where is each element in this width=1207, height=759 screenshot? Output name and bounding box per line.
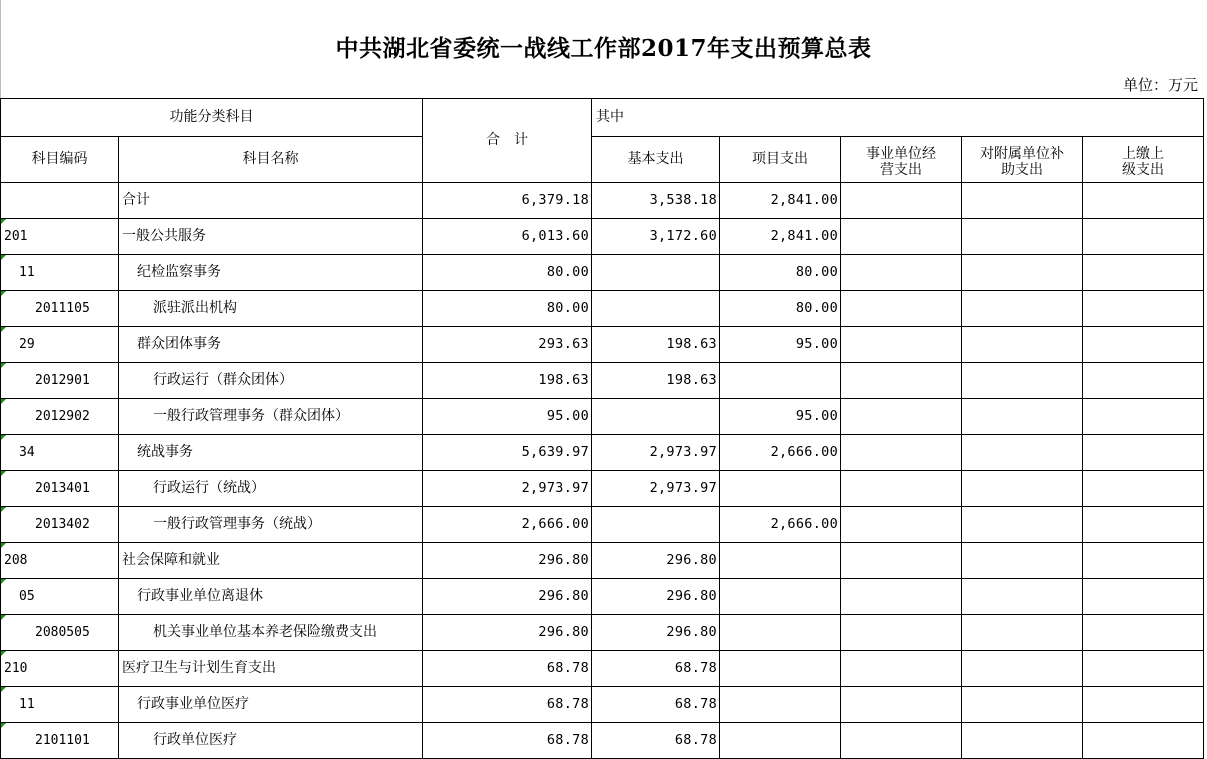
cell-name[interactable]: 行政运行（统战） — [119, 471, 423, 507]
cell-project[interactable]: 95.00 — [720, 327, 841, 363]
table-row — [1, 363, 1204, 399]
cell-name[interactable]: 群众团体事务 — [119, 327, 423, 363]
cell-business[interactable] — [841, 363, 962, 399]
table-row — [1, 615, 1204, 651]
cell-name[interactable]: 行政单位医疗 — [119, 723, 423, 759]
cell-business[interactable] — [841, 399, 962, 435]
cell-code[interactable] — [1, 687, 119, 723]
cell-total[interactable]: 80.00 — [423, 291, 592, 327]
cell-business[interactable] — [841, 183, 962, 219]
table-row — [1, 687, 1204, 723]
cell-superior[interactable] — [1083, 507, 1204, 543]
cell-business[interactable] — [841, 543, 962, 579]
header-superior-label: 上缴上级支出 — [1122, 146, 1164, 178]
cell-superior[interactable] — [1083, 723, 1204, 759]
cell-project[interactable] — [720, 651, 841, 687]
header-row-2 — [1, 137, 1204, 183]
cell-total[interactable]: 198.63 — [423, 363, 592, 399]
cell-project[interactable] — [720, 471, 841, 507]
cell-basic[interactable]: 68.78 — [592, 651, 720, 687]
cell-name[interactable]: 行政事业单位离退休 — [119, 579, 423, 615]
cell-total[interactable]: 2,973.97 — [423, 471, 592, 507]
cell-business[interactable] — [841, 615, 962, 651]
cell-superior[interactable] — [1083, 471, 1204, 507]
cell-business[interactable] — [841, 723, 962, 759]
cell-subsidy[interactable] — [962, 471, 1083, 507]
cell-code-text: 34 — [19, 445, 35, 460]
cell-superior[interactable] — [1083, 255, 1204, 291]
cell-subsidy[interactable] — [962, 687, 1083, 723]
cell-project[interactable] — [720, 687, 841, 723]
cell-superior[interactable] — [1083, 687, 1204, 723]
header-business-label: 事业单位经营支出 — [866, 146, 936, 178]
cell-superior[interactable] — [1083, 363, 1204, 399]
header-subsidy-label: 对附属单位补助支出 — [980, 146, 1064, 178]
cell-business[interactable] — [841, 255, 962, 291]
cell-superior[interactable] — [1083, 291, 1204, 327]
cell-total[interactable]: 2,666.00 — [423, 507, 592, 543]
cell-business[interactable] — [841, 291, 962, 327]
cell-basic[interactable] — [592, 291, 720, 327]
table-row — [1, 327, 1204, 363]
cell-basic[interactable]: 296.80 — [592, 543, 720, 579]
cell-project[interactable] — [720, 543, 841, 579]
cell-superior[interactable] — [1083, 579, 1204, 615]
cell-total[interactable]: 296.80 — [423, 615, 592, 651]
cell-code[interactable] — [1, 543, 119, 579]
text-number-flag-icon — [1, 543, 6, 548]
cell-code[interactable] — [1, 615, 119, 651]
page-title: 中共湖北省委统一战线工作部2017年支出预算总表 — [335, 35, 872, 62]
cell-code[interactable] — [1, 507, 119, 543]
cell-basic[interactable] — [592, 507, 720, 543]
cell-code[interactable] — [1, 471, 119, 507]
cell-code-text: 2013402 — [35, 517, 90, 532]
cell-code-text: 2013401 — [35, 481, 90, 496]
cell-superior[interactable] — [1083, 651, 1204, 687]
table-row — [1, 183, 1204, 219]
cell-superior[interactable] — [1083, 435, 1204, 471]
cell-basic[interactable]: 198.63 — [592, 327, 720, 363]
table-row — [1, 723, 1204, 759]
text-number-flag-icon — [1, 507, 6, 512]
header-subsidy[interactable] — [962, 137, 1083, 183]
cell-business[interactable] — [841, 507, 962, 543]
header-superior[interactable] — [1083, 137, 1204, 183]
text-number-flag-icon — [1, 471, 6, 476]
cell-project[interactable] — [720, 723, 841, 759]
cell-code[interactable] — [1, 255, 119, 291]
text-number-flag-icon — [1, 651, 6, 656]
cell-superior[interactable] — [1083, 399, 1204, 435]
cell-project[interactable]: 95.00 — [720, 399, 841, 435]
cell-code-text: 2012902 — [35, 409, 90, 424]
cell-name[interactable]: 一般行政管理事务（统战） — [119, 507, 423, 543]
cell-project[interactable]: 2,841.00 — [720, 219, 841, 255]
text-number-flag-icon — [1, 255, 6, 260]
unit-label: 单位：万元 — [1122, 76, 1198, 94]
header-of-which[interactable]: 其中 — [592, 99, 1204, 137]
cell-name[interactable]: 派驻派出机构 — [119, 291, 423, 327]
cell-project[interactable] — [720, 615, 841, 651]
cell-code[interactable] — [1, 723, 119, 759]
cell-basic[interactable]: 68.78 — [592, 723, 720, 759]
cell-code-text: 11 — [19, 697, 35, 712]
table-row — [1, 435, 1204, 471]
cell-code-text: 201 — [4, 229, 28, 244]
cell-basic[interactable] — [592, 255, 720, 291]
cell-project[interactable] — [720, 579, 841, 615]
cell-basic[interactable]: 198.63 — [592, 363, 720, 399]
cell-total[interactable]: 296.80 — [423, 543, 592, 579]
cell-subsidy[interactable] — [962, 327, 1083, 363]
cell-code[interactable] — [1, 363, 119, 399]
cell-total[interactable]: 5,639.97 — [423, 435, 592, 471]
table-row — [1, 507, 1204, 543]
cell-project[interactable] — [720, 363, 841, 399]
cell-code-text: 2012901 — [35, 373, 90, 388]
cell-code-text: 2080505 — [35, 625, 90, 640]
text-number-flag-icon — [1, 291, 6, 296]
cell-total[interactable]: 68.78 — [423, 723, 592, 759]
text-number-flag-icon — [1, 579, 6, 584]
cell-name[interactable]: 一般公共服务 — [119, 219, 423, 255]
cell-basic[interactable]: 3,538.18 — [592, 183, 720, 219]
header-business[interactable] — [841, 137, 962, 183]
cell-total[interactable]: 68.78 — [423, 687, 592, 723]
text-number-flag-icon — [1, 435, 6, 440]
cell-code-text: 05 — [19, 589, 35, 604]
header-code[interactable]: 科目编码 — [1, 137, 119, 183]
text-number-flag-icon — [1, 723, 6, 728]
cell-subsidy[interactable] — [962, 399, 1083, 435]
cell-total[interactable]: 6,013.60 — [423, 219, 592, 255]
cell-basic[interactable]: 296.80 — [592, 579, 720, 615]
cell-code[interactable] — [1, 435, 119, 471]
cell-total[interactable]: 6,379.18 — [423, 183, 592, 219]
cell-subsidy[interactable] — [962, 219, 1083, 255]
cell-project[interactable]: 2,666.00 — [720, 435, 841, 471]
cell-business[interactable] — [841, 471, 962, 507]
header-basic[interactable]: 基本支出 — [592, 137, 720, 183]
table-row — [1, 255, 1204, 291]
cell-total[interactable]: 80.00 — [423, 255, 592, 291]
cell-business[interactable] — [841, 435, 962, 471]
cell-business[interactable] — [841, 219, 962, 255]
table-row — [1, 651, 1204, 687]
cell-subsidy[interactable] — [962, 651, 1083, 687]
cell-superior[interactable] — [1083, 327, 1204, 363]
cell-superior[interactable] — [1083, 543, 1204, 579]
table-row — [1, 579, 1204, 615]
cell-business[interactable] — [841, 327, 962, 363]
cell-code[interactable] — [1, 183, 119, 219]
header-function-category[interactable]: 功能分类科目 — [1, 99, 423, 137]
cell-subsidy[interactable] — [962, 615, 1083, 651]
cell-code[interactable] — [1, 579, 119, 615]
header-name[interactable]: 科目名称 — [119, 137, 423, 183]
cell-code-text: 11 — [19, 265, 35, 280]
cell-code[interactable] — [1, 651, 119, 687]
cell-superior[interactable] — [1083, 219, 1204, 255]
text-number-flag-icon — [1, 399, 6, 404]
cell-name[interactable]: 统战事务 — [119, 435, 423, 471]
cell-basic[interactable]: 296.80 — [592, 615, 720, 651]
cell-subsidy[interactable] — [962, 435, 1083, 471]
cell-basic[interactable]: 2,973.97 — [592, 435, 720, 471]
cell-total[interactable]: 68.78 — [423, 651, 592, 687]
cell-name[interactable]: 行政运行（群众团体） — [119, 363, 423, 399]
table-row — [1, 219, 1204, 255]
table-row — [1, 543, 1204, 579]
cell-code[interactable] — [1, 399, 119, 435]
text-number-flag-icon — [1, 687, 6, 692]
cell-name[interactable]: 合计 — [119, 183, 423, 219]
cell-subsidy[interactable] — [962, 183, 1083, 219]
cell-basic[interactable]: 68.78 — [592, 687, 720, 723]
cell-subsidy[interactable] — [962, 543, 1083, 579]
cell-code-text: 210 — [4, 661, 28, 676]
cell-project[interactable]: 2,666.00 — [720, 507, 841, 543]
cell-code-text: 2101101 — [35, 733, 90, 748]
cell-code-text: 208 — [4, 553, 28, 568]
cell-name[interactable]: 社会保障和就业 — [119, 543, 423, 579]
cell-name[interactable]: 医疗卫生与计划生育支出 — [119, 651, 423, 687]
cell-code[interactable] — [1, 327, 119, 363]
cell-code[interactable] — [1, 219, 119, 255]
cell-name[interactable]: 纪检监察事务 — [119, 255, 423, 291]
cell-business[interactable] — [841, 579, 962, 615]
cell-name[interactable]: 行政事业单位医疗 — [119, 687, 423, 723]
cell-basic[interactable]: 2,973.97 — [592, 471, 720, 507]
cell-name[interactable]: 一般行政管理事务（群众团体） — [119, 399, 423, 435]
cell-code-text: 2011105 — [35, 301, 90, 316]
table-row — [1, 471, 1204, 507]
cell-business[interactable] — [841, 651, 962, 687]
cell-code-text: 29 — [19, 337, 35, 352]
cell-business[interactable] — [841, 687, 962, 723]
cell-superior[interactable] — [1083, 615, 1204, 651]
cell-subsidy[interactable] — [962, 579, 1083, 615]
text-number-flag-icon — [1, 219, 6, 224]
cell-total[interactable]: 296.80 — [423, 579, 592, 615]
cell-superior[interactable] — [1083, 183, 1204, 219]
budget-table — [0, 98, 1204, 759]
cell-subsidy[interactable] — [962, 291, 1083, 327]
cell-project[interactable]: 2,841.00 — [720, 183, 841, 219]
header-project[interactable]: 项目支出 — [720, 137, 841, 183]
cell-project[interactable]: 80.00 — [720, 291, 841, 327]
table-row — [1, 291, 1204, 327]
cell-basic[interactable]: 3,172.60 — [592, 219, 720, 255]
cell-subsidy[interactable] — [962, 723, 1083, 759]
cell-project[interactable]: 80.00 — [720, 255, 841, 291]
cell-name[interactable]: 机关事业单位基本养老保险缴费支出 — [119, 615, 423, 651]
header-row-1 — [1, 99, 1204, 137]
cell-code[interactable] — [1, 291, 119, 327]
cell-total[interactable]: 293.63 — [423, 327, 592, 363]
text-number-flag-icon — [1, 615, 6, 620]
cell-subsidy[interactable] — [962, 363, 1083, 399]
text-number-flag-icon — [1, 327, 6, 332]
cell-subsidy[interactable] — [962, 507, 1083, 543]
header-total[interactable]: 合 计 — [423, 99, 592, 183]
cell-total[interactable]: 95.00 — [423, 399, 592, 435]
cell-subsidy[interactable] — [962, 255, 1083, 291]
cell-basic[interactable] — [592, 399, 720, 435]
text-number-flag-icon — [1, 363, 6, 368]
table-row — [1, 399, 1204, 435]
